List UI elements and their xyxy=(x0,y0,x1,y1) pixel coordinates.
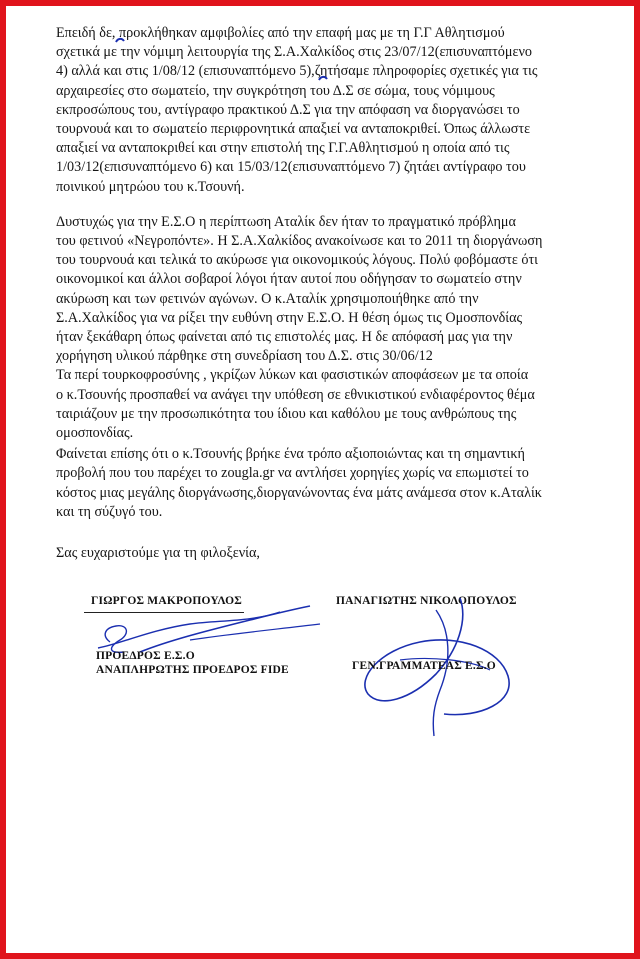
left-signatory-name: ΓΙΩΡΓΟΣ ΜΑΚΡΟΠΟΥΛΟΣ xyxy=(91,595,242,607)
closing-line: Σας ευχαριστούμε για τη φιλοξενία, xyxy=(56,545,260,562)
left-signatory-title-2: ΑΝΑΠΛΗΡΩΤΗΣ ΠΡΟΕΔΡΟΣ FIDE xyxy=(96,664,289,676)
paragraph-1-line: τουρνουά και το σωματείο περιφρονητικά απαξιεί να ανταποκριθεί. Όπως άλλωστε xyxy=(56,121,531,138)
paragraph-1-line: εκπροσώπους του, αντίγραφο πρακτικού Δ.Σ για την απόφαση να διοργανώσει το xyxy=(56,101,520,118)
paragraph-4 xyxy=(56,445,604,522)
paragraph-3-line: ταιριάζουν με την προσωπικότητα του ίδιου και καθόλου με τους ανθρώπους της xyxy=(56,405,517,422)
paragraph-4-line: Φαίνεται επίσης ότι ο κ.Τσουνής βρήκε ένα τρόπο αξιοποιώντας και τη σημαντική xyxy=(56,446,525,463)
paragraph-3 xyxy=(56,366,604,443)
paragraph-1 xyxy=(56,24,604,197)
paragraph-3-line: Τα περί τουρκοφροσύνης , γκρίζων λύκων και φασιστικών αποφάσεων με τα οποία xyxy=(56,367,529,384)
paragraph-2-line: ακύρωση και των φετινών αγώνων. Ο κ.Αταλίκ χρησιμοποιήθηκε από την xyxy=(56,290,479,307)
paragraph-1-line: ποινικού μητρώου του κ.Τσουνή. xyxy=(56,178,245,195)
paragraph-3-line: ομοσπονδίας. xyxy=(56,425,134,442)
paragraph-4-line: προβολή που του παρέχει το zougla.gr να αντλήσει χορηγίες χωρίς να επωμιστεί το xyxy=(56,465,529,482)
paragraph-2-line: του τουρνουά και τελικά το ακύρωσε για οικονομικούς λόγους. Πολύ φοβόμαστε ότι xyxy=(56,252,538,269)
paragraph-2-line: Σ.Α.Χαλκίδος για να ρίξει την ευθύνη στην Ε.Σ.Ο. Η θέση όμως τις Ομοσπονδίας xyxy=(56,309,523,326)
paragraph-1-line: Επειδή δε, προκλήθηκαν αμφιβολίες από την επαφή μας με τη Γ.Γ Αθλητισμού xyxy=(56,25,505,41)
paragraph-3-line: ο κ.Τσουνής προσπαθεί να ανάγει την υπόθεση σε εθνικιστικού ενδιαφέροντος θέμα xyxy=(56,386,535,403)
left-signatory-title-1: ΠΡΟΕΔΡΟΣ Ε.Σ.Ο xyxy=(96,650,195,662)
right-signatory-title-1: ΓΕΝ.ΓΡΑΜΜΑΤΕΑΣ Ε.Σ.Ο xyxy=(352,660,496,672)
right-signatory-name: ΠΑΝΑΓΙΩΤΗΣ ΝΙΚΟΛΟΠΟΥΛΟΣ xyxy=(336,595,517,607)
paragraph-4-line: κόστος μιας μεγάλης διοργάνωσης,διοργανώνοντας ένα μάτς ανάμεσα στον κ.Αταλίκ xyxy=(56,484,542,501)
paragraph-2-line: Δυστυχώς για την Ε.Σ.Ο η περίπτωση Αταλίκ δεν ήταν το πραγματικό πρόβλημα xyxy=(56,213,516,230)
paragraph-2-line: του φετινού «Νεγροπόντε». Η Σ.Α.Χαλκίδος ανακοίνωσε και το 2011 τη διοργάνωση xyxy=(56,233,543,250)
paragraph-4-line: και τη σύζυγό του. xyxy=(56,503,163,520)
paragraph-1-line: 4) αλλά και στις 1/08/12 (επισυναπτόμενο 5),ζητήσαμε πληροφορίες σχετικές για τις xyxy=(56,63,538,80)
paragraph-1-line: αρχαιρεσίες στο σωματείο, την συγκρότηση του Δ.Σ σε σώμα, τους νόμιμους xyxy=(56,82,495,99)
paragraph-1-line: 1/03/12(επισυναπτόμενο 6) και 15/03/12(επισυναπτόμενο 7) ζητάει αντίγραφο του xyxy=(56,159,526,176)
paragraph-2 xyxy=(56,213,604,367)
paragraph-1-line: σχετικά με την νόμιμη λειτουργία της Σ.Α.Χαλκίδος στις 23/07/12(επισυναπτόμενο xyxy=(56,44,532,61)
paragraph-2-line: οικονομικοί και άλλοι σοβαροί λόγοι ήταν αυτοί που οδήγησαν το σωματείο στην xyxy=(56,271,522,288)
paragraph-2-line: ήταν ξεκάθαρη όπως φαίνεται από τις επιστολές μας. Η δε απόφασή μας για την xyxy=(56,329,513,346)
letter-body xyxy=(56,24,604,563)
paragraph-2-line: χορήγηση υλικού πάρθηκε στη συνεδρίαση του Δ.Σ. στις 30/06/12 xyxy=(56,348,433,365)
paragraph-1-line: απαξιεί να ανταποκριθεί και στην επιστολή της Γ.Γ.Αθλητισμού η οποία από τις xyxy=(56,140,510,157)
